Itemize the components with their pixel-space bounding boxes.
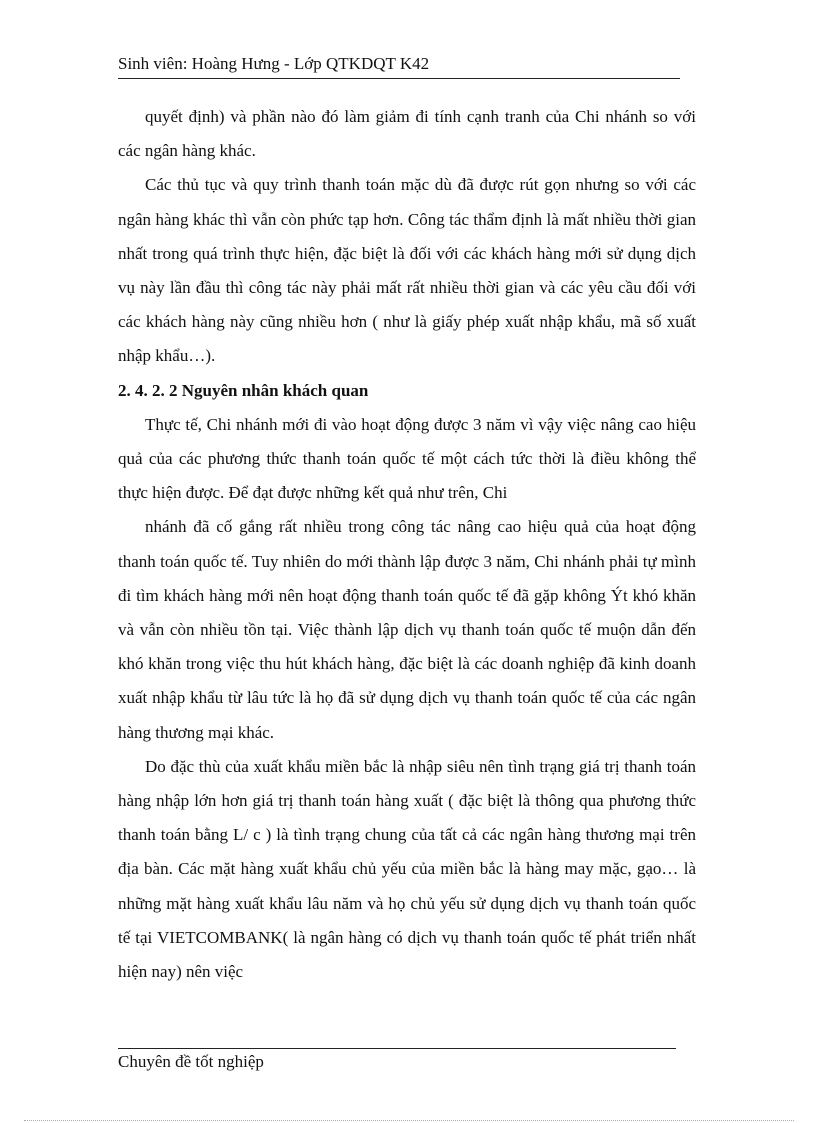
paragraph-branch-effort: nhánh đã cố gắng rất nhiều trong công tác nâng cao hiệu quả của hoạt động thanh toán quốc tế. Tuy nhiên do mới thành lập được 3 năm, Chi nhánh phải tự mình đi tìm khách hàng mới nên hoạt động thanh toán quốc tế đã gặp không Ýt khó khăn và vẫn còn nhiều tồn tại. Việc thành lập dịch vụ thanh toán quốc tế muộn dẫn đến khó khăn trong việc thu hút khách hàng, đặc biệt là các doanh nghiệp đã kinh doanh xuất nhập khẩu từ lâu tức là họ đã sử dụng dịch vụ thanh toán quốc tế của các ngân hàng thương mại khác. <box>118 517 696 742</box>
page-header: Sinh viên: Hoàng Hưng - Lớp QTKDQT K42 <box>118 52 680 79</box>
paragraph-import-surplus: Do đặc thù của xuất khẩu miền bắc là nhập siêu nên tình trạng giá trị thanh toán hàng nhập lớn hơn giá trị thanh toán hàng xuất ( đặc biệt là thông qua phương thức thanh toán bằng L/ c ) là tình trạng chung của tất cả các ngân hàng thương mại trên địa bàn. Các mặt hàng xuất khẩu chủ yếu của miền bắc là hàng may mặc, gạo… là những mặt hàng xuất khẩu lâu năm và họ chủ yếu sử dụng dịch vụ thanh toán quốc tế tại VIETCOMBANK( là ngân hàng có dịch vụ thanh toán quốc tế phát triển nhất hiện nay) nên việc <box>118 756 696 982</box>
page-footer: Chuyên đề tốt nghiệp <box>118 1052 264 1071</box>
document-body <box>118 100 696 989</box>
paragraph-procedures: Các thủ tục và quy trình thanh toán mặc dù đã được rút gọn nhưng so với các ngân hàng khác thì vẫn còn phức tạp hơn. Công tác thẩm định là mất nhiều thời gian nhất trong quá trình thực hiện, đặc biệt là đối với các khách hàng mới sử dụng dịch vụ này lần đầu thì công tác này phải mất rất nhiều thời gian và các yêu cầu đối với các khách hàng này cũng nhiều hơn ( như là giấy phép xuất nhập khẩu, mã số xuất nhập khẩu…). <box>118 175 696 366</box>
paragraph-reality: Thực tế, Chi nhánh mới đi vào hoạt động được 3 năm vì vậy việc nâng cao hiệu quả của các phương thức thanh toán quốc tế một cách tức thời là điều không thể thực hiện được. Để đạt được những kết quả như trên, Chi <box>118 414 696 503</box>
page-edge-border <box>24 1120 794 1121</box>
footer-divider <box>118 1048 676 1049</box>
section-heading: 2. 4. 2. 2 Nguyên nhân khách quan <box>118 380 369 400</box>
paragraph-continuation: quyết định) và phần nào đó làm giảm đi tính cạnh tranh của Chi nhánh so với các ngân hàng khác. <box>118 107 696 161</box>
